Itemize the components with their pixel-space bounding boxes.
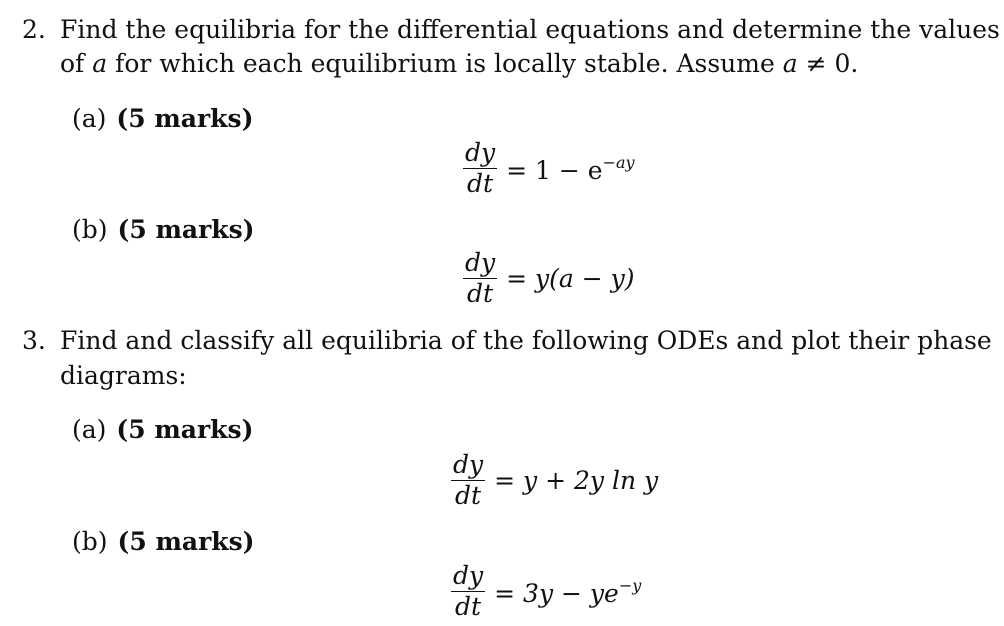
fraction-denominator: dt (467, 169, 494, 198)
variable-a: a (92, 49, 108, 78)
equation-rhs (494, 576, 641, 608)
q2-part-a-equation (462, 138, 635, 199)
fraction-numerator: dy (453, 561, 484, 590)
question-2-text: ≠ 0. (797, 49, 859, 78)
derivative-fraction (462, 138, 498, 199)
part-label: (b) (72, 215, 108, 244)
equation-rhs: = y + 2y ln y (494, 466, 659, 495)
rhs-exponent: −ay (602, 152, 635, 172)
derivative-fraction (450, 450, 486, 511)
q2-part-b-equation (462, 248, 635, 309)
fraction-denominator: dt (455, 592, 482, 621)
fraction-numerator: dy (465, 248, 496, 277)
fraction-denominator: dt (455, 481, 482, 510)
q3-part-b-label (72, 526, 255, 558)
question-3-line-2: diagrams: (60, 361, 187, 390)
part-label: (a) (72, 415, 107, 444)
derivative-fraction (450, 561, 486, 622)
question-2-text: of (60, 49, 93, 78)
marks-label: (5 marks) (116, 104, 254, 133)
rhs-exponent: −y (618, 575, 642, 595)
part-label: (b) (72, 527, 108, 556)
q3-part-b-equation (450, 561, 641, 622)
marks-label: (5 marks) (117, 215, 255, 244)
q3-part-a-label (72, 414, 253, 446)
equation-rhs (506, 153, 634, 185)
question-2-line-2 (60, 48, 858, 80)
question-2-text: for which each equilibrium is locally stable. Assume (107, 49, 783, 78)
q2-part-a-label (72, 103, 253, 135)
q2-part-b-label (72, 214, 255, 246)
equation-rhs: = y(a − y) (506, 264, 635, 293)
fraction-numerator: dy (453, 450, 484, 479)
marks-label: (5 marks) (117, 527, 255, 556)
fraction-numerator: dy (465, 138, 496, 167)
derivative-fraction (462, 248, 498, 309)
rhs-text: = 1 − e (506, 155, 603, 185)
question-2-number: 2. (22, 15, 46, 44)
marks-label: (5 marks) (116, 415, 254, 444)
part-label: (a) (72, 104, 107, 133)
question-3-number: 3. (22, 326, 46, 355)
q3-part-a-equation (450, 450, 658, 511)
fraction-denominator: dt (467, 279, 494, 308)
variable-a: a (782, 49, 798, 78)
question-2-line-1: Find the equilibria for the differential equations and determine the values (60, 15, 1000, 44)
rhs-text: = 3y − ye (494, 578, 619, 608)
question-3-line-1: Find and classify all equilibria of the following ODEs and plot their phase (60, 326, 992, 355)
